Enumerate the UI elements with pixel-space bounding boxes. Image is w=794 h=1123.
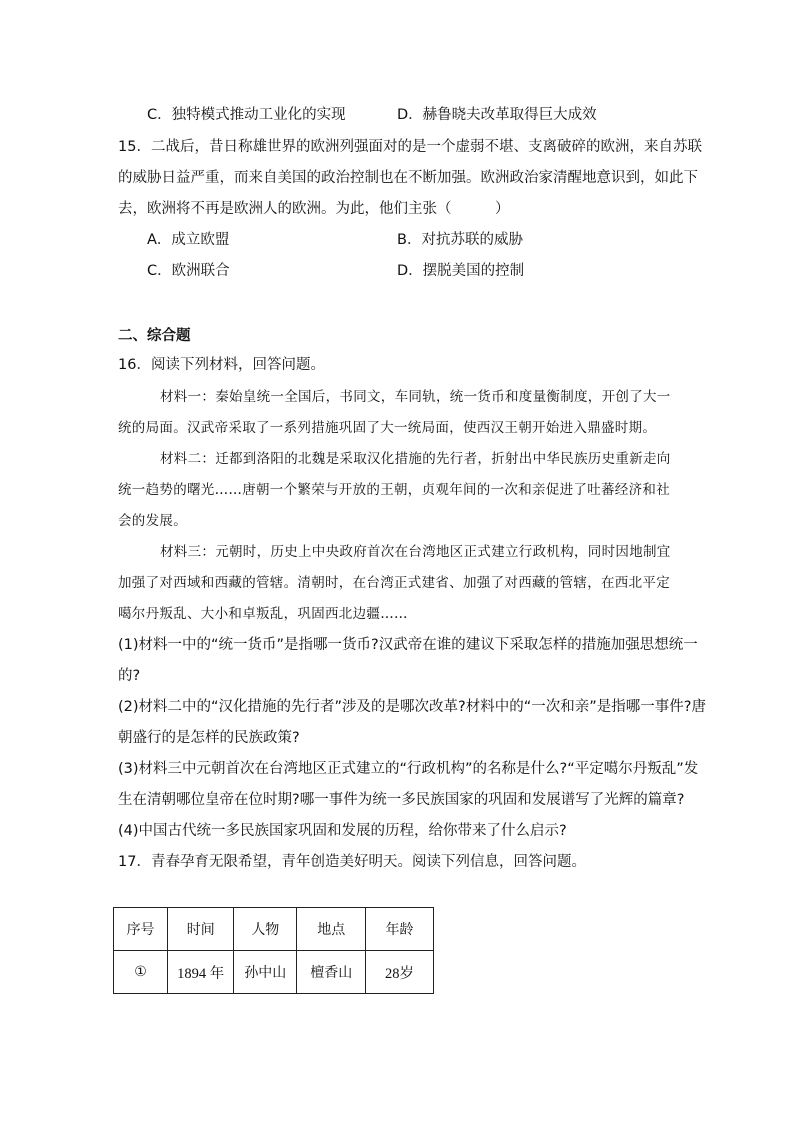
cell-time: 1894 年	[168, 951, 234, 994]
header-cell-person: 人物	[234, 908, 297, 951]
q16-sub1-line-2: 的?	[118, 668, 141, 684]
material3-line-2: 加强了对西域和西藏的管辖。清朝时，在台湾正式建省、加强了对西藏的管辖，在西北平定	[118, 575, 670, 591]
q15-option-b: B．对抗苏联的威胁	[397, 232, 523, 248]
q16-sub4: (4)中国古代统一多民族国家巩固和发展的历程，给你带来了什么启示?	[118, 823, 567, 839]
q15-stem-line-1: 15．二战后，昔日称雄世界的欧洲列强面对的是一个虚弱不堪、支离破碎的欧洲，来自苏联	[118, 139, 702, 155]
q17-stem: 17．青春孕育无限希望，青年创造美好明天。阅读下列信息，回答问题。	[118, 854, 586, 870]
cell-place: 檀香山	[297, 951, 366, 994]
q16-stem: 16．阅读下列材料，回答问题。	[118, 357, 325, 373]
q15-option-c: C．欧洲联合	[147, 263, 230, 279]
q15-stem-line-3: 去，欧洲将不再是欧洲人的欧洲。为此，他们主张（ ）	[118, 201, 510, 217]
q15-option-a: A．成立欧盟	[147, 232, 230, 248]
q14-option-c: C．独特模式推动工业化的实现	[147, 107, 346, 123]
material3-line-1: 材料三：元朝时，历史上中央政府首次在台湾地区正式建立行政机构，同时因地制宜	[160, 544, 671, 560]
q14-option-d: D．赫鲁晓夫改革取得巨大成效	[397, 107, 597, 123]
q16-sub2-line-1: (2)材料二中的“汉化措施的先行者”涉及的是哪次改革?材料中的“一次和亲”是指哪一事件?唐	[118, 699, 706, 715]
table-row	[114, 951, 434, 994]
material1-line-1: 材料一：秦始皇统一全国后，书同文，车同轨，统一货币和度量衡制度，开创了大一	[160, 389, 671, 405]
material2-line-3: 会的发展。	[118, 513, 187, 529]
material3-line-3: 噶尔丹叛乱、大小和卓叛乱，巩固西北边疆……	[118, 606, 408, 622]
table-header-row	[114, 908, 434, 951]
q16-sub2-line-2: 朝盛行的是怎样的民族政策?	[118, 730, 300, 746]
material1-line-2: 统的局面。汉武帝采取了一系列措施巩固了大一统局面，使西汉王朝开始进入鼎盛时期。	[118, 420, 657, 436]
cell-age: 28岁	[366, 951, 434, 994]
q16-sub3-line-1: (3)材料三中元朝首次在台湾地区正式建立的“行政机构”的名称是什么?“平定噶尔丹叛乱”发	[118, 761, 699, 777]
header-cell-place: 地点	[297, 908, 366, 951]
section-title: 二、综合题	[118, 328, 191, 344]
material2-line-1: 材料二：迁都到洛阳的北魏是采取汉化措施的先行者，折射出中华民族历史重新走向	[160, 451, 671, 467]
header-cell-time: 时间	[168, 908, 234, 951]
q16-sub1-line-1: (1)材料一中的“统一货币”是指哪一货币?汉武帝在谁的建议下采取怎样的措施加强思想统一	[118, 637, 698, 653]
q15-stem-line-2: 的威胁日益严重，而来自美国的政治控制也在不断加强。欧洲政治家清醒地意识到，如此下	[118, 170, 698, 186]
header-cell-index: 序号	[114, 908, 168, 951]
info-table	[113, 907, 434, 994]
material2-line-2: 统一趋势的曙光……唐朝一个繁荣与开放的王朝，贞观年间的一次和亲促进了吐蕃经济和社	[118, 482, 670, 498]
cell-person: 孙中山	[234, 951, 297, 994]
cell-index: ①	[114, 951, 168, 994]
header-cell-age: 年龄	[366, 908, 434, 951]
q16-sub3-line-2: 生在清朝哪位皇帝在位时期?哪一事件为统一多民族国家的巩固和发展谱写了光辉的篇章?	[118, 792, 685, 808]
q15-option-d: D．摆脱美国的控制	[397, 263, 525, 279]
